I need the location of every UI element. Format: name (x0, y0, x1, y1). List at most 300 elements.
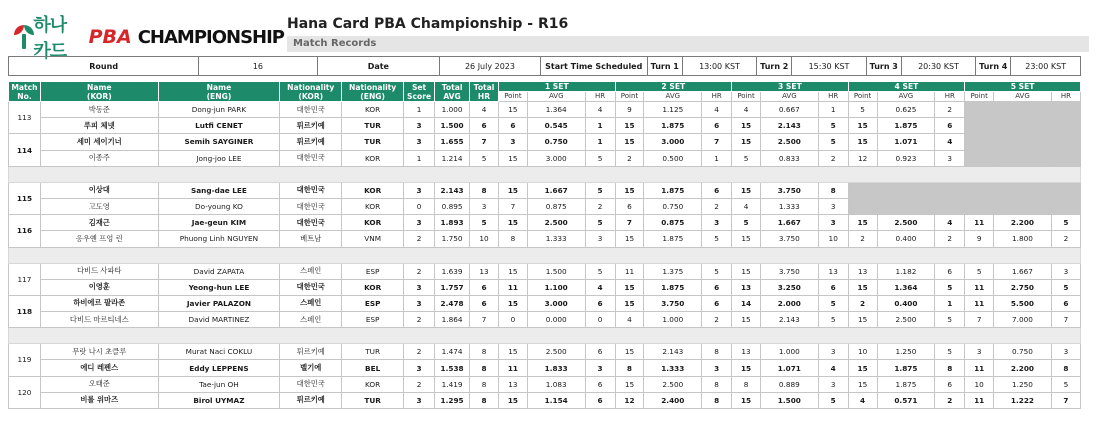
set-4-hr: 3 (935, 150, 965, 166)
set-2-avg: 3.750 (644, 295, 702, 311)
nationality-kor: 대한민국 (280, 182, 342, 198)
match-number: 117 (9, 263, 41, 295)
set-3-point: 4 (732, 198, 761, 214)
set-3-avg: 1.000 (760, 344, 818, 360)
total-hr: 8 (470, 392, 499, 408)
set-1-avg: 0.000 (527, 312, 585, 328)
set-4-avg: 1.071 (877, 134, 935, 150)
match-number: 119 (9, 344, 41, 376)
total-hr: 13 (470, 263, 499, 279)
set-5-hr: 3 (1051, 344, 1080, 360)
set-4-point: 10 (848, 344, 877, 360)
separator-cell (9, 166, 1081, 182)
set-5-hr: 5 (1051, 215, 1080, 231)
col-set-score: Set Score (404, 82, 435, 102)
set-3-hr: 8 (818, 182, 848, 198)
set-2-hr: 3 (702, 215, 732, 231)
set-4-hr: 6 (935, 118, 965, 134)
set-2-point: 9 (615, 102, 644, 118)
set-5-not-played-cell (965, 182, 994, 198)
set-5-not-played-cell (965, 102, 994, 118)
set-2-hr: 5 (702, 231, 732, 247)
set-5-hr: 2 (1051, 231, 1080, 247)
set-score: 3 (404, 215, 435, 231)
total-hr: 6 (470, 118, 499, 134)
set-3-avg: 1.333 (760, 198, 818, 214)
set-5-not-played-cell (965, 118, 994, 134)
nationality-kor: 벨기에 (280, 360, 342, 376)
total-hr: 8 (470, 376, 499, 392)
total-hr: 8 (470, 182, 499, 198)
set-5-avg: 7.000 (994, 312, 1052, 328)
set-2-hr: 6 (702, 279, 732, 295)
set-2-avg: 1.333 (644, 360, 702, 376)
set-1-hr: 2 (585, 198, 615, 214)
set-1-hr: 1 (585, 134, 615, 150)
set-5-not-played-cell (1051, 150, 1080, 166)
col-set-3: 3 SET (732, 82, 849, 92)
set-5-not-played-cell (1051, 134, 1080, 150)
set-5-avg: 1.250 (994, 376, 1052, 392)
total-avg: 1.757 (435, 279, 470, 295)
set-3-point: 15 (732, 134, 761, 150)
col-name-kor: Name (KOR) (40, 82, 158, 102)
total-avg: 1.295 (435, 392, 470, 408)
set-1-hr: 6 (585, 344, 615, 360)
table-row (9, 150, 1081, 166)
hanacard-pba-logo (12, 15, 284, 62)
col-match-no: Match No. (9, 82, 41, 102)
col-set-1: 1 SET (498, 82, 615, 92)
set-4-hr: 1 (935, 295, 965, 311)
player-name-eng: Do-young KO (158, 198, 280, 214)
player-name-eng: Murat Naci COKLU (158, 344, 280, 360)
set-1-avg: 1.100 (527, 279, 585, 295)
set-2-avg: 1.875 (644, 231, 702, 247)
total-hr: 7 (470, 312, 499, 328)
set-3-point: 8 (732, 376, 761, 392)
nationality-kor: 대한민국 (280, 150, 342, 166)
set-3-avg: 3.750 (760, 182, 818, 198)
total-avg: 1.214 (435, 150, 470, 166)
set-2-point: 12 (615, 392, 644, 408)
player-name-kor: 응우옌 프엉 린 (40, 231, 158, 247)
total-hr: 5 (470, 215, 499, 231)
set-4-point: 15 (848, 215, 877, 231)
logo-korean-text: 하나카드 (33, 15, 67, 62)
table-row (9, 198, 1081, 214)
match-records-table (8, 81, 1081, 409)
table-row (9, 231, 1081, 247)
set-2-point: 15 (615, 376, 644, 392)
turn3-label: Turn 3 (866, 57, 901, 76)
set-score: 2 (404, 263, 435, 279)
nationality-eng: TUR (342, 392, 404, 408)
set-5-not-played-cell (965, 198, 994, 214)
set-2-point-header: Point (615, 92, 644, 102)
match-number: 120 (9, 376, 41, 408)
set-3-hr: 4 (818, 360, 848, 376)
set-1-hr: 6 (585, 392, 615, 408)
set-1-avg-header: AVG (527, 92, 585, 102)
player-name-eng: Eddy LEPPENS (158, 360, 280, 376)
logo-championship-text: CHAMPIONSHIP (137, 26, 284, 48)
player-name-eng: Sang-dae LEE (158, 182, 280, 198)
table-row (9, 312, 1081, 328)
player-name-kor: 세미 세이기너 (40, 134, 158, 150)
nationality-kor: 대한민국 (280, 376, 342, 392)
player-name-kor: 고도영 (40, 198, 158, 214)
set-4-point: 4 (848, 392, 877, 408)
set-1-avg: 1.833 (527, 360, 585, 376)
set-1-point: 15 (498, 344, 527, 360)
set-4-point: 5 (848, 102, 877, 118)
set-1-avg: 1.364 (527, 102, 585, 118)
hanacard-leaf-icon (12, 25, 29, 49)
set-score: 3 (404, 134, 435, 150)
total-avg: 1.538 (435, 360, 470, 376)
player-name-kor: 다비드 사파타 (40, 263, 158, 279)
set-2-avg: 2.500 (644, 376, 702, 392)
set-3-avg: 1.667 (760, 215, 818, 231)
set-3-hr: 2 (818, 150, 848, 166)
set-1-avg: 0.875 (527, 198, 585, 214)
table-row (9, 118, 1081, 134)
set-5-not-played-cell (1051, 102, 1080, 118)
set-2-point: 11 (615, 263, 644, 279)
set-4-avg: 1.875 (877, 118, 935, 134)
player-name-kor: 이상대 (40, 182, 158, 198)
set-3-hr: 3 (818, 344, 848, 360)
player-name-kor: 이영훈 (40, 279, 158, 295)
player-name-eng: Tae-jun OH (158, 376, 280, 392)
total-hr: 7 (470, 134, 499, 150)
set-2-avg: 2.400 (644, 392, 702, 408)
set-1-hr: 5 (585, 182, 615, 198)
player-name-kor: 비롤 위마즈 (40, 392, 158, 408)
set-5-hr-header: HR (1051, 92, 1080, 102)
set-1-point: 15 (498, 215, 527, 231)
player-name-eng: Javier PALAZON (158, 295, 280, 311)
set-4-avg: 1.875 (877, 376, 935, 392)
set-2-hr: 2 (702, 312, 732, 328)
set-5-hr: 7 (1051, 392, 1080, 408)
set-3-avg: 3.250 (760, 279, 818, 295)
set-5-hr: 5 (1051, 376, 1080, 392)
set-5-not-played-cell (965, 150, 994, 166)
set-3-avg: 3.750 (760, 231, 818, 247)
set-1-point: 11 (498, 360, 527, 376)
date-label: Date (317, 57, 440, 76)
round-value: 16 (199, 57, 317, 76)
set-2-avg-header: AVG (644, 92, 702, 102)
set-score: 1 (404, 150, 435, 166)
nationality-kor: 튀르키예 (280, 392, 342, 408)
set-5-point: 11 (965, 279, 994, 295)
set-5-avg: 0.750 (994, 344, 1052, 360)
match-records-body (9, 102, 1081, 409)
col-total-avg: Total AVG (435, 82, 470, 102)
set-1-hr: 5 (585, 263, 615, 279)
set-1-point: 15 (498, 392, 527, 408)
match-number: 118 (9, 295, 41, 327)
set-3-hr: 13 (818, 263, 848, 279)
set-5-point: 3 (965, 344, 994, 360)
nationality-kor: 대한민국 (280, 279, 342, 295)
set-score: 3 (404, 279, 435, 295)
set-1-point: 7 (498, 198, 527, 214)
set-2-hr: 7 (702, 134, 732, 150)
set-2-avg: 0.750 (644, 198, 702, 214)
total-hr: 3 (470, 198, 499, 214)
set-3-avg: 0.667 (760, 102, 818, 118)
player-name-eng: Jae-geun KIM (158, 215, 280, 231)
set-4-not-played-cell (877, 182, 935, 198)
set-1-avg: 1.500 (527, 263, 585, 279)
set-2-point: 2 (615, 150, 644, 166)
set-5-point-header: Point (965, 92, 994, 102)
col-name-eng: Name (ENG) (158, 82, 280, 102)
set-5-point: 11 (965, 360, 994, 376)
set-1-avg: 2.500 (527, 215, 585, 231)
set-score: 3 (404, 360, 435, 376)
turn1-value: 13:00 KST (682, 57, 756, 76)
set-2-avg: 3.000 (644, 134, 702, 150)
set-1-avg: 0.545 (527, 118, 585, 134)
nationality-eng: TUR (342, 118, 404, 134)
set-4-hr: 2 (935, 392, 965, 408)
set-5-not-played-cell (994, 198, 1052, 214)
total-hr: 6 (470, 295, 499, 311)
set-2-point: 15 (615, 134, 644, 150)
set-2-hr: 8 (702, 392, 732, 408)
set-5-hr: 5 (1051, 279, 1080, 295)
set-4-not-played-cell (877, 198, 935, 214)
block-separator (9, 328, 1081, 344)
set-4-avg: 0.625 (877, 102, 935, 118)
block-separator (9, 247, 1081, 263)
set-3-hr: 6 (818, 279, 848, 295)
set-2-point: 15 (615, 295, 644, 311)
set-2-hr-header: HR (702, 92, 732, 102)
set-3-avg: 0.889 (760, 376, 818, 392)
set-4-point: 15 (848, 312, 877, 328)
set-5-point: 5 (965, 263, 994, 279)
set-3-point: 13 (732, 344, 761, 360)
set-2-point: 8 (615, 360, 644, 376)
start-time-label: Start Time Scheduled (540, 57, 647, 76)
set-3-hr: 5 (818, 392, 848, 408)
set-1-point: 15 (498, 263, 527, 279)
set-4-point: 15 (848, 118, 877, 134)
set-3-point: 15 (732, 392, 761, 408)
set-1-hr: 6 (585, 376, 615, 392)
nationality-eng: ESP (342, 312, 404, 328)
nationality-kor: 대한민국 (280, 215, 342, 231)
nationality-eng: KOR (342, 150, 404, 166)
set-2-avg: 1.875 (644, 118, 702, 134)
set-4-not-played-cell (935, 182, 965, 198)
set-3-avg: 2.500 (760, 134, 818, 150)
player-name-kor: 루피 체넷 (40, 118, 158, 134)
total-avg: 1.000 (435, 102, 470, 118)
total-avg: 2.143 (435, 182, 470, 198)
col-set-4: 4 SET (848, 82, 965, 92)
set-1-hr: 1 (585, 118, 615, 134)
set-4-hr: 5 (935, 344, 965, 360)
total-avg: 1.893 (435, 215, 470, 231)
turn4-label: Turn 4 (976, 57, 1011, 76)
nationality-eng: KOR (342, 376, 404, 392)
turn2-label: Turn 2 (757, 57, 792, 76)
set-2-point: 15 (615, 279, 644, 295)
col-total-hr: Total HR (470, 82, 499, 102)
set-4-not-played-cell (848, 182, 877, 198)
set-5-hr: 3 (1051, 263, 1080, 279)
page-title: Hana Card PBA Championship - R16 (287, 16, 569, 32)
set-3-point: 5 (732, 215, 761, 231)
table-row (9, 376, 1081, 392)
set-5-avg: 1.800 (994, 231, 1052, 247)
set-4-hr: 8 (935, 360, 965, 376)
set-5-hr: 6 (1051, 295, 1080, 311)
set-1-avg: 3.000 (527, 295, 585, 311)
player-name-eng: Lutfi CENET (158, 118, 280, 134)
col-set-2: 2 SET (615, 82, 732, 92)
player-name-kor: 김재근 (40, 215, 158, 231)
set-4-not-played-cell (848, 198, 877, 214)
report-header (8, 10, 1090, 62)
set-3-point: 15 (732, 312, 761, 328)
set-5-avg: 2.750 (994, 279, 1052, 295)
set-2-avg: 2.143 (644, 344, 702, 360)
set-5-avg: 2.200 (994, 360, 1052, 376)
match-number: 113 (9, 102, 41, 134)
table-row (9, 360, 1081, 376)
set-2-avg: 1.375 (644, 263, 702, 279)
set-4-avg: 0.400 (877, 231, 935, 247)
set-5-point: 9 (965, 231, 994, 247)
col-nationality-eng: Nationality (ENG) (342, 82, 404, 102)
set-1-hr: 5 (585, 150, 615, 166)
set-4-point: 15 (848, 360, 877, 376)
set-3-avg: 2.143 (760, 312, 818, 328)
set-4-avg: 2.500 (877, 215, 935, 231)
player-name-kor: 오태준 (40, 376, 158, 392)
col-set-5: 5 SET (965, 82, 1081, 92)
total-avg: 1.500 (435, 118, 470, 134)
set-4-avg: 0.400 (877, 295, 935, 311)
player-name-eng: Phuong Linh NGUYEN (158, 231, 280, 247)
set-3-point: 14 (732, 295, 761, 311)
set-4-point: 2 (848, 231, 877, 247)
total-hr: 8 (470, 360, 499, 376)
total-avg: 0.895 (435, 198, 470, 214)
table-row (9, 295, 1081, 311)
player-name-kor: 이종주 (40, 150, 158, 166)
set-5-not-played-cell (1051, 182, 1080, 198)
match-number: 114 (9, 134, 41, 166)
total-avg: 1.474 (435, 344, 470, 360)
set-1-avg: 1.154 (527, 392, 585, 408)
set-2-hr: 6 (702, 118, 732, 134)
block-separator (9, 166, 1081, 182)
set-1-hr: 3 (585, 231, 615, 247)
set-score: 3 (404, 295, 435, 311)
set-2-hr: 8 (702, 376, 732, 392)
set-2-hr: 6 (702, 182, 732, 198)
set-3-point: 15 (732, 263, 761, 279)
set-5-avg: 1.667 (994, 263, 1052, 279)
nationality-eng: TUR (342, 134, 404, 150)
set-2-point: 15 (615, 118, 644, 134)
set-1-point: 6 (498, 118, 527, 134)
set-4-avg: 1.182 (877, 263, 935, 279)
set-2-avg: 1.125 (644, 102, 702, 118)
set-1-point: 11 (498, 279, 527, 295)
set-4-avg-header: AVG (877, 92, 935, 102)
player-name-eng: Semih SAYGINER (158, 134, 280, 150)
nationality-kor: 튀르키예 (280, 344, 342, 360)
set-4-avg: 1.364 (877, 279, 935, 295)
set-3-hr: 5 (818, 134, 848, 150)
set-1-point: 3 (498, 134, 527, 150)
set-1-point: 0 (498, 312, 527, 328)
set-3-avg: 1.071 (760, 360, 818, 376)
set-3-hr: 3 (818, 376, 848, 392)
set-4-point: 13 (848, 263, 877, 279)
table-row (9, 392, 1081, 408)
set-4-hr: 6 (935, 263, 965, 279)
match-number: 116 (9, 215, 41, 247)
table-row (9, 263, 1081, 279)
set-score: 3 (404, 182, 435, 198)
set-1-avg: 1.333 (527, 231, 585, 247)
player-name-eng: Jong-joo LEE (158, 150, 280, 166)
set-1-avg: 1.083 (527, 376, 585, 392)
set-3-avg: 0.833 (760, 150, 818, 166)
set-1-point-header: Point (498, 92, 527, 102)
set-2-hr: 2 (702, 198, 732, 214)
set-3-avg: 2.000 (760, 295, 818, 311)
set-4-not-played-cell (935, 198, 965, 214)
player-name-kor: 에디 레펜스 (40, 360, 158, 376)
set-2-avg: 0.500 (644, 150, 702, 166)
set-1-avg: 3.000 (527, 150, 585, 166)
total-avg: 1.419 (435, 376, 470, 392)
set-5-hr: 8 (1051, 360, 1080, 376)
turn1-label: Turn 1 (647, 57, 682, 76)
set-1-point: 8 (498, 231, 527, 247)
set-2-point: 15 (615, 182, 644, 198)
set-1-hr: 4 (585, 102, 615, 118)
set-1-hr: 3 (585, 360, 615, 376)
player-name-kor: 다비드 마르티네스 (40, 312, 158, 328)
set-2-hr: 3 (702, 360, 732, 376)
table-row (9, 279, 1081, 295)
set-3-point: 15 (732, 182, 761, 198)
set-3-hr: 5 (818, 118, 848, 134)
set-2-point: 15 (615, 231, 644, 247)
set-5-not-played-cell (965, 134, 994, 150)
subtitle-bar (287, 36, 1089, 52)
set-score: 3 (404, 118, 435, 134)
set-1-avg: 0.750 (527, 134, 585, 150)
set-1-hr-header: HR (585, 92, 615, 102)
set-1-hr: 6 (585, 295, 615, 311)
set-2-avg: 1.875 (644, 279, 702, 295)
set-score: 3 (404, 392, 435, 408)
